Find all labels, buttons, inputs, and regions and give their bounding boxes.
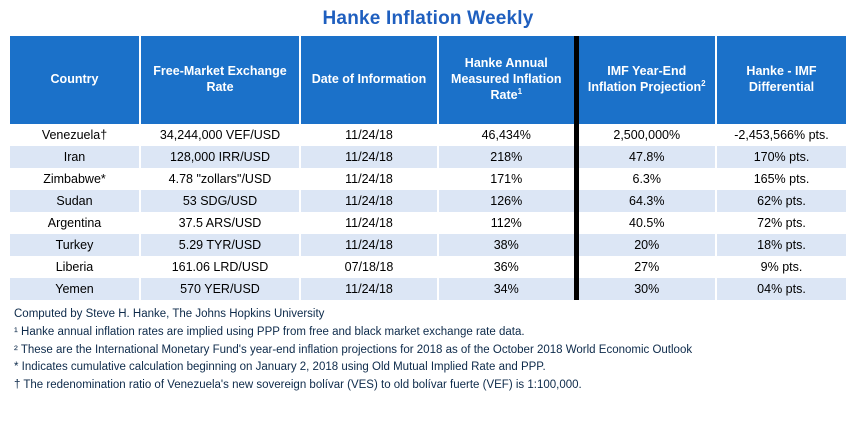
- cell-date: 11/24/18: [300, 278, 438, 300]
- table-row: [10, 234, 846, 256]
- cell-country: Zimbabwe*: [10, 168, 140, 190]
- cell-imf-projection: 27%: [576, 256, 716, 278]
- cell-date: 11/24/18: [300, 124, 438, 146]
- column-header-differential: Hanke - IMF Differential: [716, 36, 846, 124]
- cell-country: Argentina: [10, 212, 140, 234]
- cell-exchange-rate: 5.29 TYR/USD: [140, 234, 300, 256]
- cell-date: 11/24/18: [300, 212, 438, 234]
- table-row: [10, 168, 846, 190]
- cell-hanke-rate: 126%: [438, 190, 576, 212]
- cell-differential: 62% pts.: [716, 190, 846, 212]
- cell-imf-projection: 64.3%: [576, 190, 716, 212]
- footnote-1: ¹ Hanke annual inflation rates are implied using PPP from free and black market exchange rate data.: [14, 325, 525, 338]
- cell-differential: 165% pts.: [716, 168, 846, 190]
- cell-country: Yemen: [10, 278, 140, 300]
- cell-exchange-rate: 37.5 ARS/USD: [140, 212, 300, 234]
- cell-exchange-rate: 128,000 IRR/USD: [140, 146, 300, 168]
- footnote-marker-2: 2: [701, 79, 706, 89]
- cell-date: 11/24/18: [300, 146, 438, 168]
- cell-country: Venezuela†: [10, 124, 140, 146]
- column-header-imf-projection-label: IMF Year-End Inflation Projection: [587, 63, 702, 95]
- cell-date: 11/24/18: [300, 234, 438, 256]
- cell-hanke-rate: 46,434%: [438, 124, 576, 146]
- page-title: Hanke Inflation Weekly: [322, 8, 534, 29]
- column-header-country: Country: [10, 36, 140, 124]
- footnotes: [14, 306, 844, 395]
- cell-country: Iran: [10, 146, 140, 168]
- cell-exchange-rate: 4.78 "zollars"/USD: [140, 168, 300, 190]
- cell-imf-projection: 2,500,000%: [576, 124, 716, 146]
- cell-imf-projection: 6.3%: [576, 168, 716, 190]
- table-row: [10, 190, 846, 212]
- table-header: [10, 36, 846, 124]
- cell-hanke-rate: 38%: [438, 234, 576, 256]
- cell-imf-projection: 30%: [576, 278, 716, 300]
- cell-hanke-rate: 218%: [438, 146, 576, 168]
- table-row: [10, 256, 846, 278]
- column-header-hanke-rate-label: Hanke Annual Measured Inflation Rate: [451, 55, 562, 103]
- cell-date: 11/24/18: [300, 190, 438, 212]
- column-header-imf-projection: [576, 36, 716, 124]
- cell-hanke-rate: 34%: [438, 278, 576, 300]
- cell-exchange-rate: 570 YER/USD: [140, 278, 300, 300]
- cell-differential: 9% pts.: [716, 256, 846, 278]
- footnote-attribution: Computed by Steve H. Hanke, The Johns Hopkins University: [14, 308, 325, 320]
- cell-differential: -2,453,566% pts.: [716, 124, 846, 146]
- cell-country: Sudan: [10, 190, 140, 212]
- cell-imf-projection: 40.5%: [576, 212, 716, 234]
- cell-date: 11/24/18: [300, 168, 438, 190]
- cell-differential: 04% pts.: [716, 278, 846, 300]
- cell-country: Turkey: [10, 234, 140, 256]
- cell-differential: 72% pts.: [716, 212, 846, 234]
- table-row: [10, 278, 846, 300]
- cell-imf-projection: 47.8%: [576, 146, 716, 168]
- cell-exchange-rate: 34,244,000 VEF/USD: [140, 124, 300, 146]
- column-header-hanke-rate: [438, 36, 576, 124]
- cell-hanke-rate: 36%: [438, 256, 576, 278]
- inflation-table: [10, 36, 846, 300]
- inflation-table-wrapper: [10, 36, 846, 300]
- footnote-dagger: † The redenomination ratio of Venezuela's new sovereign bolívar (VES) to old bolívar fuerte (VEF) is 1:100,000.: [14, 379, 582, 392]
- cell-exchange-rate: 53 SDG/USD: [140, 190, 300, 212]
- footnote-marker-1: 1: [517, 87, 523, 97]
- cell-exchange-rate: 161.06 LRD/USD: [140, 256, 300, 278]
- column-header-exchange-rate: Free-Market Exchange Rate: [140, 36, 300, 124]
- cell-date: 07/18/18: [300, 256, 438, 278]
- cell-hanke-rate: 171%: [438, 168, 576, 190]
- footnote-asterisk: * Indicates cumulative calculation beginning on January 2, 2018 using Old Mutual Implied Rate and PPP.: [14, 361, 546, 374]
- table-row: [10, 124, 846, 146]
- cell-country: Liberia: [10, 256, 140, 278]
- cell-differential: 18% pts.: [716, 234, 846, 256]
- table-body: [10, 124, 846, 300]
- column-header-date: Date of Information: [300, 36, 438, 124]
- footnote-2: ² These are the International Monetary Fund's year-end inflation projections for 2018 as of the October 2018 World Economic Outlook: [14, 343, 693, 356]
- cell-hanke-rate: 112%: [438, 212, 576, 234]
- cell-differential: 170% pts.: [716, 146, 846, 168]
- table-row: [10, 146, 846, 168]
- table-row: [10, 212, 846, 234]
- header-row: [10, 36, 846, 124]
- cell-imf-projection: 20%: [576, 234, 716, 256]
